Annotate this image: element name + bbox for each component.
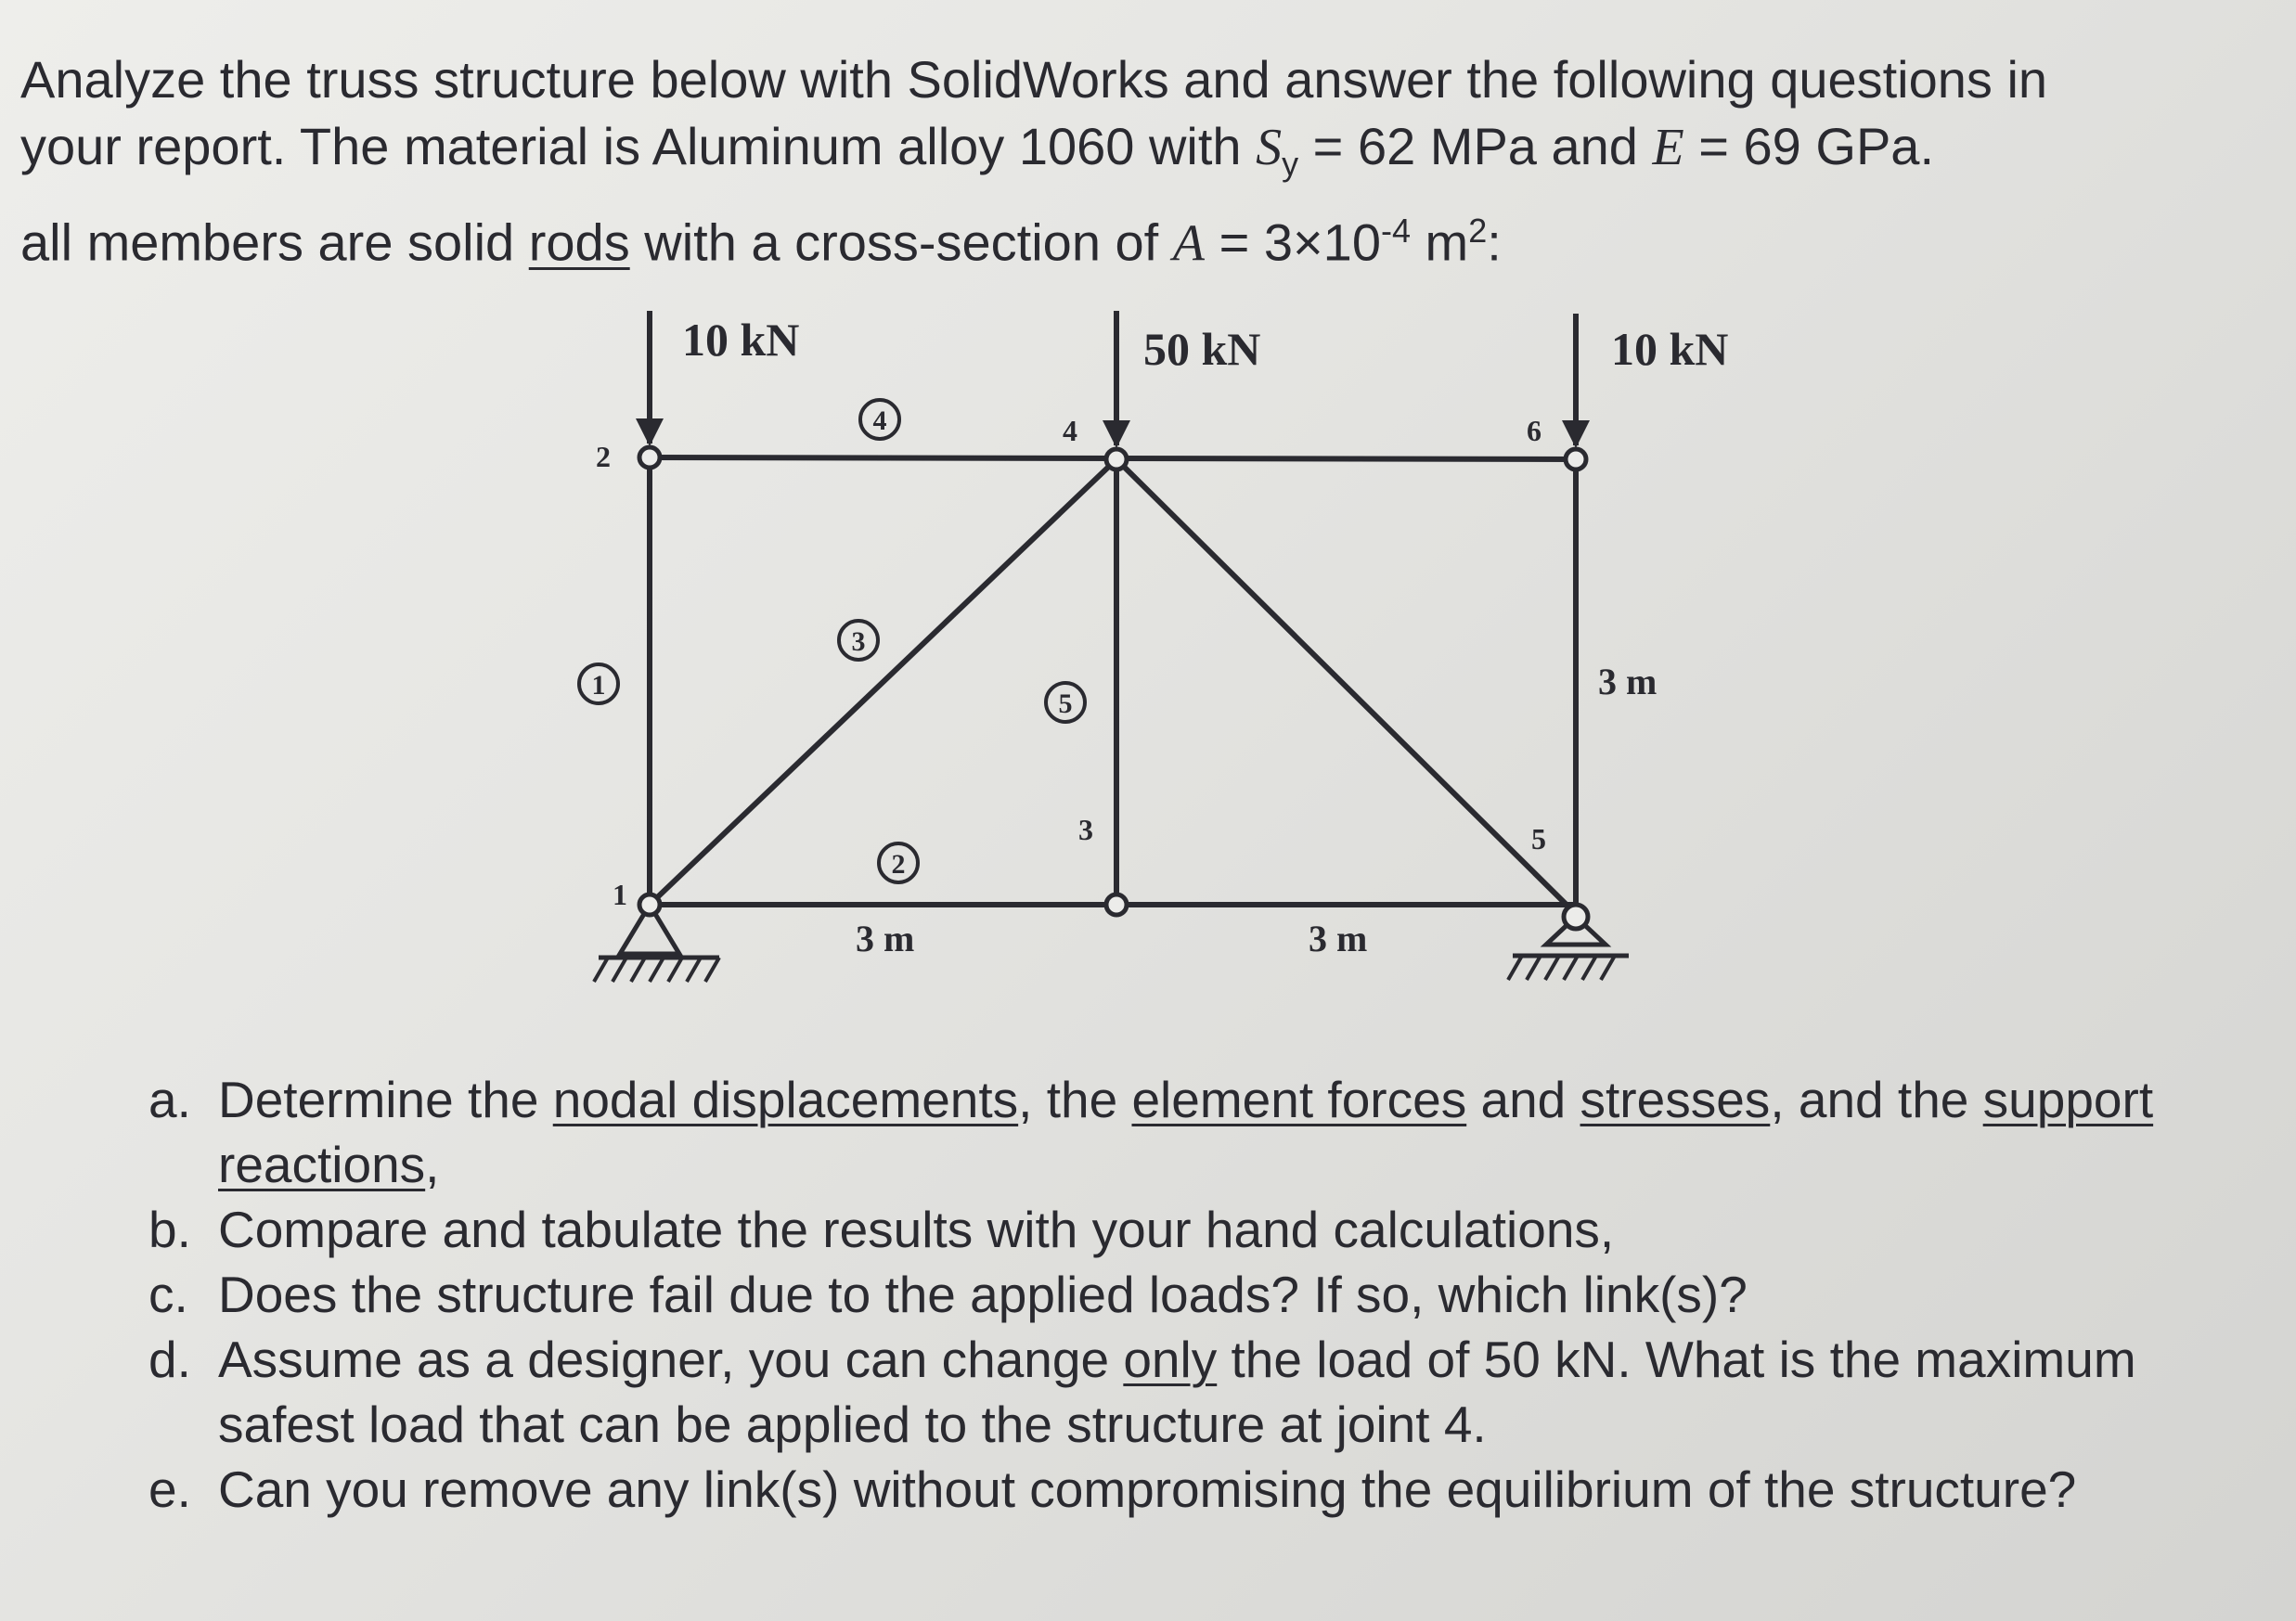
question-item (148, 1262, 2274, 1327)
question-item (148, 1457, 2274, 1522)
question-fragment: Can you remove any link(s) without compromising the equilibrium of the structure? (218, 1460, 2077, 1518)
joint-6 (1566, 449, 1586, 470)
joint-2 (639, 447, 660, 468)
a-symbol: A (1172, 214, 1206, 273)
area-exponent: -4 (1380, 212, 1411, 251)
question-letter: b. (148, 1201, 191, 1258)
node-label-2: 2 (596, 440, 611, 473)
underlined-term: element forces (1131, 1071, 1467, 1128)
intro-line-2: your report. The material is Aluminum alloy 1060 with $S_y = 62$ MPa and E = 69 GPa. (20, 117, 1934, 184)
joint-1 (639, 894, 660, 915)
ground-hatch-right (1508, 956, 1615, 980)
node-label-3: 3 (1078, 813, 1093, 846)
question-letter: d. (148, 1331, 191, 1388)
intro-paragraph (20, 46, 2266, 277)
question-fragment: Does the structure fail due to the applied loads? If so, which link(s)? (218, 1266, 1748, 1323)
question-fragment: Assume as a designer, you can change (218, 1331, 1124, 1388)
member-diagonal-right (1116, 459, 1576, 914)
dimension-bottom-right: 3 m (1309, 918, 1368, 959)
load-label-node-2: 10 kN (682, 314, 800, 366)
unit-exponent: 2 (1468, 212, 1488, 251)
question-fragment: Determine the (218, 1071, 553, 1128)
sy-symbol: S (1256, 119, 1283, 176)
question-text (218, 1067, 2274, 1197)
node-label-6: 6 (1527, 414, 1541, 447)
truss-diagram (557, 297, 1745, 1039)
question-fragment: Compare and tabulate the results with your hand calculations, (218, 1201, 1615, 1258)
question-text (218, 1457, 2274, 1522)
joint-5 (1564, 905, 1588, 929)
question-fragment: , the (1018, 1071, 1132, 1128)
element-label-1: 1 (591, 670, 606, 701)
underlined-term: stresses (1580, 1071, 1771, 1128)
rods-underlined: rods (528, 212, 630, 272)
question-letter: c. (148, 1266, 188, 1323)
underlined-term: nodal displacements (552, 1071, 1019, 1128)
question-list (148, 1067, 2274, 1522)
intro-line-1: Analyze the truss structure below with SolidWorks and answer the following questions in (20, 50, 2048, 109)
element-label-5: 5 (1058, 688, 1073, 719)
joint-3 (1106, 894, 1127, 915)
question-letter: e. (148, 1460, 191, 1518)
question-item (148, 1067, 2274, 1197)
element-label-4: 4 (872, 405, 887, 436)
question-text (218, 1262, 2274, 1327)
question-fragment: , (425, 1136, 440, 1193)
load-label-node-4: 50 kN (1143, 323, 1261, 375)
sy-subscript: y (1282, 145, 1299, 184)
question-fragment: and (1466, 1071, 1580, 1128)
question-text (218, 1327, 2274, 1457)
question-fragment: the load of 50 kN. What is the maximum safest load that can be applied to the structure at joint 4. (218, 1331, 2136, 1453)
question-text (218, 1197, 2274, 1262)
e-symbol: E (1652, 119, 1684, 176)
node-label-1: 1 (613, 878, 627, 911)
member-3-diagonal-left (650, 459, 1116, 905)
element-label-2: 2 (891, 849, 906, 880)
underlined-term: support reactions (218, 1071, 2154, 1193)
question-letter: a. (148, 1071, 191, 1128)
question-fragment: , and the (1770, 1071, 1983, 1128)
node-label-5: 5 (1531, 822, 1546, 856)
intro-line-3: all members are solid rods with a cross-section of $A = 3\times 10^{-4}$ $m^2$: (20, 212, 1502, 273)
dimension-height: 3 m (1598, 661, 1658, 702)
load-label-node-6: 10 kN (1611, 323, 1729, 375)
element-label-3: 3 (851, 626, 866, 657)
dimension-bottom-left: 3 m (856, 918, 915, 959)
question-item (148, 1327, 2274, 1457)
ground-hatch-left (594, 958, 719, 982)
question-item (148, 1197, 2274, 1262)
underlined-term: only (1123, 1331, 1218, 1388)
joint-4 (1106, 449, 1127, 470)
node-label-4: 4 (1063, 414, 1077, 447)
